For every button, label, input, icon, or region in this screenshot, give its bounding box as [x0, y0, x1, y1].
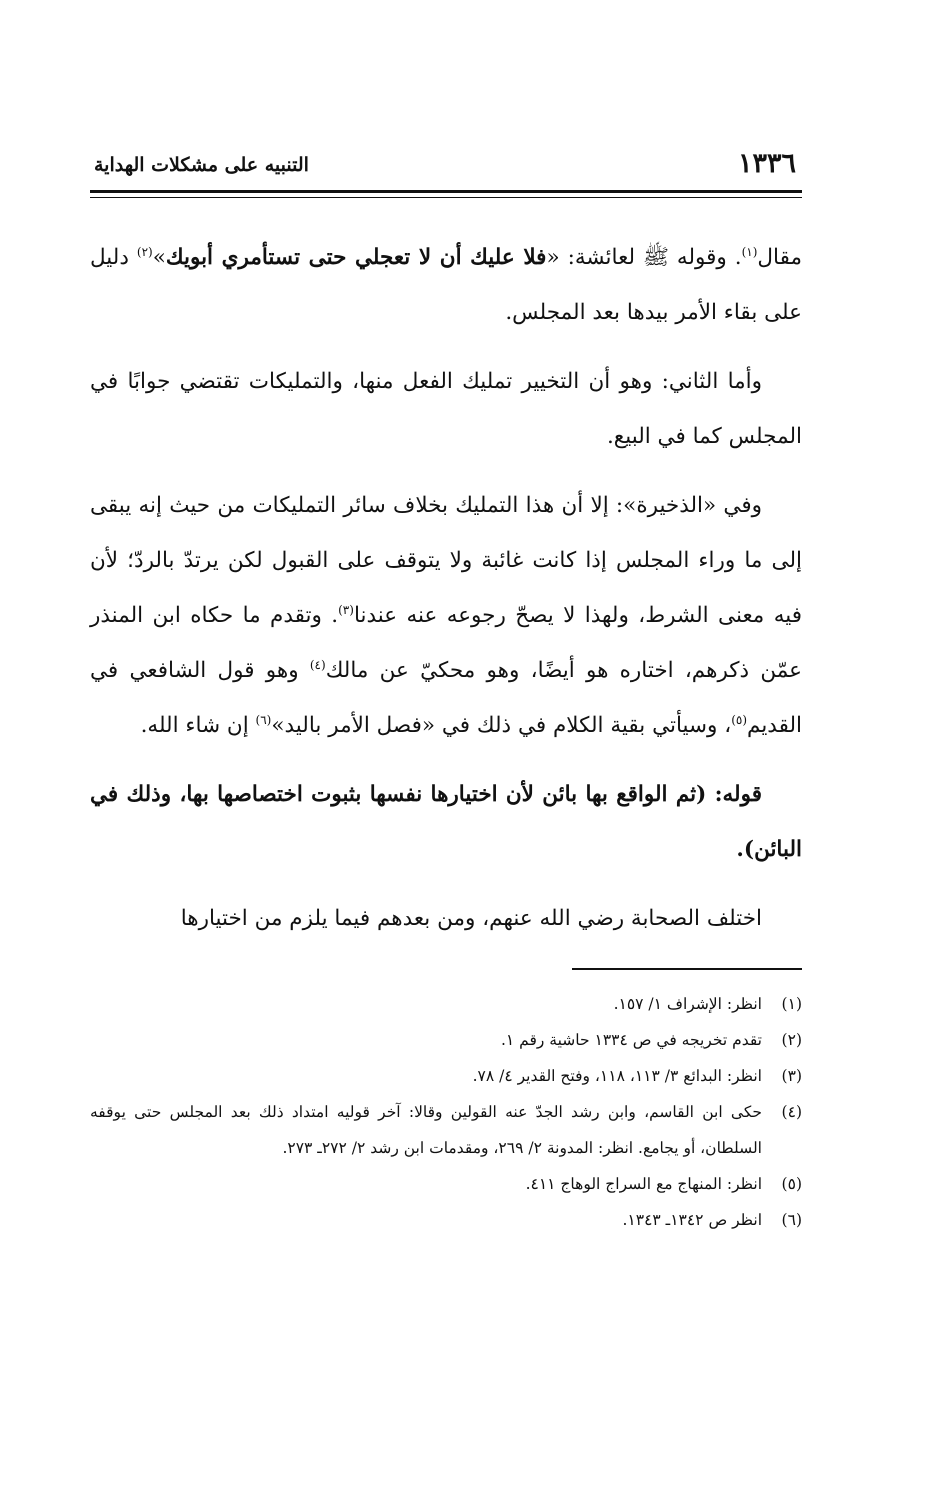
footnote-ref: (١)	[741, 244, 758, 259]
footnote-separator	[572, 968, 802, 970]
footnotes	[90, 986, 802, 1238]
footnote-text: انظر: الإشراف ١/ ١٥٧.	[613, 995, 762, 1013]
paragraph-p2	[90, 354, 802, 464]
page-header	[90, 148, 802, 188]
paragraph-p4	[90, 767, 802, 877]
text-run: وأما الثاني: وهو أن التخيير تمليك الفعل منها، والتمليكات تقتضي جوابًا في المجلس كما في البيع.	[90, 369, 802, 449]
footnote-ref: (٤)	[309, 657, 326, 672]
footnote-text: حكى ابن القاسم، وابن رشد الجدّ عنه القولين وقالا: آخر قوليه امتداد ذلك بعد المجلس حتى يوقفه السلطان، أو يجامع. انظر: المدونة ٢/ ٢٦٩، ومقدمات ابن رشد ٢/ ٢٧٢ـ ٢٧٣.	[90, 1103, 762, 1157]
text-run: . وقوله ﷺ لعائشة: «	[546, 245, 742, 270]
book-page	[90, 0, 802, 1494]
footnote-item	[90, 1058, 802, 1094]
footnote-number: (٣)	[781, 1067, 802, 1085]
footnote-item	[90, 1202, 802, 1238]
text-run: فلا عليك أن لا تعجلي حتى تستأمري أبويك	[165, 245, 547, 270]
text-run: وهو قول الشافعي في القديم	[90, 658, 802, 738]
footnote-item	[90, 1166, 802, 1202]
header-rule-thin	[90, 197, 802, 198]
text-run: دليل على بقاء الأمر بيدها بعد المجلس.	[90, 245, 802, 325]
text-run: اختلف الصحابة رضي الله عنهم، ومن بعدهم فيما يلزم من اختيارها	[180, 906, 762, 931]
footnote-ref: (٦)	[255, 712, 272, 727]
footnote-text: انظر: المنهاج مع السراج الوهاج ٤١١.	[525, 1175, 762, 1193]
footnote-item	[90, 1022, 802, 1058]
book-title: التنبيه على مشكلات الهداية	[94, 154, 309, 176]
footnote-item	[90, 986, 802, 1022]
footnote-number: (٦)	[781, 1211, 802, 1229]
header-rule-thick	[90, 190, 802, 193]
footnote-ref: (٥)	[731, 712, 748, 727]
text-run: وفي «الذخيرة»: إلا أن هذا التمليك بخلاف سائر التمليكات من حيث إنه يبقى إلى ما وراء المجلس إذا كانت غائبة ولا يتوقف على القبول لكن يرتدّ بالردّ؛ لأن فيه معنى الشرط، ولهذا لا يصحّ رجوعه عنه عندنا	[90, 493, 803, 628]
footnote-ref: (٢)	[136, 244, 153, 259]
footnote-text: انظر ص ١٣٤٢ـ ١٣٤٣.	[622, 1211, 762, 1229]
footnote-text: تقدم تخريجه في ص ١٣٣٤ حاشية رقم ١.	[500, 1031, 762, 1049]
paragraph-p3	[90, 478, 802, 753]
paragraph-p5	[90, 891, 802, 946]
footnote-number: (٤)	[781, 1103, 802, 1121]
paragraph-p1	[90, 230, 802, 340]
text-run: قوله: (ثم الواقع بها بائن لأن اختيارها نفسها بثبوت اختصاصها بها، وذلك في البائن).	[90, 782, 802, 862]
footnote-item	[90, 1094, 802, 1166]
text-run: ، وسيأتي بقية الكلام في ذلك في «فصل الأمر باليد»	[271, 713, 732, 738]
footnote-number: (٢)	[781, 1031, 802, 1049]
main-text	[90, 230, 802, 960]
page-number: ١٣٣٦	[737, 148, 796, 179]
footnote-text: انظر: البدائع ٣/ ١١٣، ١١٨، وفتح القدير ٤/ ٧٨.	[472, 1067, 762, 1085]
text-run: . وتقدم ما حكاه ابن المنذر عمّن ذكرهم، اختاره هو أيضًا، وهو محكيّ عن مالك	[90, 603, 802, 683]
text-run: »	[152, 245, 166, 270]
footnote-ref: (٣)	[338, 602, 354, 617]
text-run: إن شاء الله.	[140, 713, 256, 738]
text-run: مقال	[757, 245, 802, 270]
footnote-number: (١)	[781, 995, 802, 1013]
footnote-number: (٥)	[781, 1175, 802, 1193]
